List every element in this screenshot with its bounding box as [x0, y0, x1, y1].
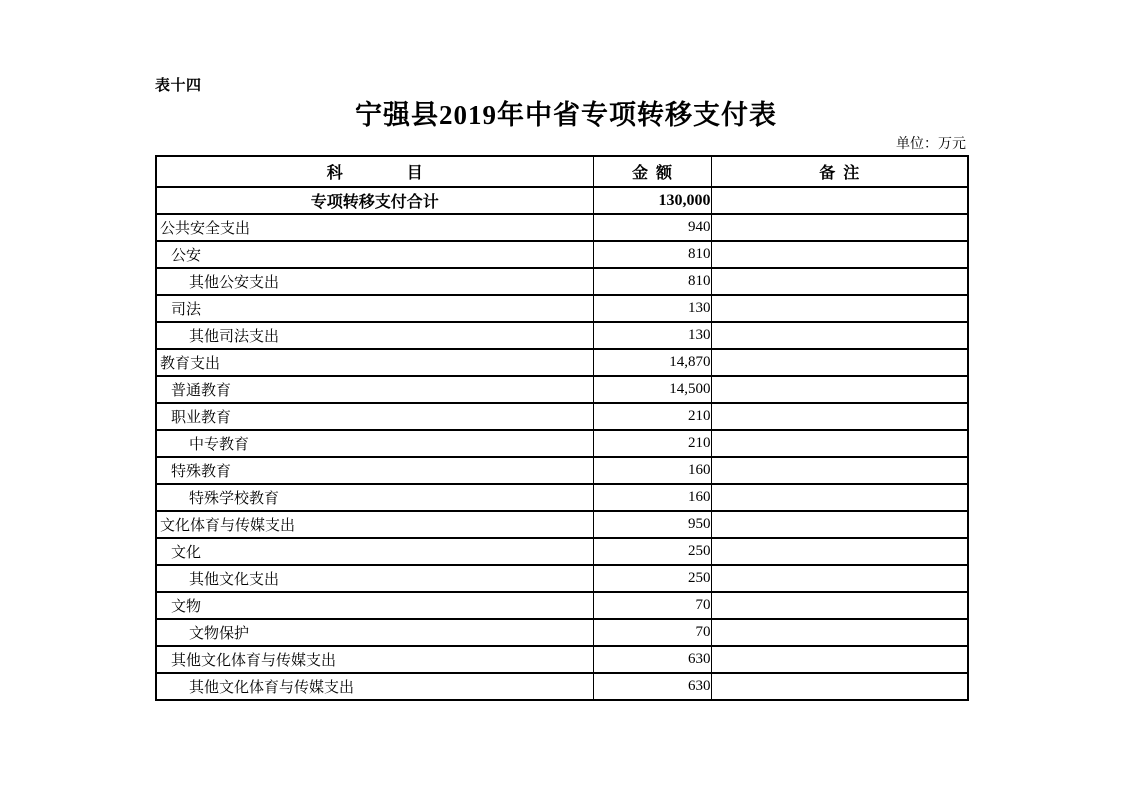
subject-cell: 公共安全支出 — [156, 214, 593, 241]
amount-cell: 250 — [593, 538, 711, 565]
amount-cell: 130,000 — [593, 187, 711, 214]
table-body — [156, 187, 968, 700]
amount-cell: 810 — [593, 241, 711, 268]
amount-cell: 130 — [593, 295, 711, 322]
subject-cell: 司法 — [156, 295, 593, 322]
amount-cell: 70 — [593, 592, 711, 619]
table-row — [156, 295, 968, 322]
unit-note: 单位：万元 — [896, 137, 966, 152]
subject-cell: 中专教育 — [156, 430, 593, 457]
table-row — [156, 511, 968, 538]
remark-cell — [711, 538, 968, 565]
table-row — [156, 619, 968, 646]
amount-cell: 210 — [593, 430, 711, 457]
table-row — [156, 349, 968, 376]
table-row — [156, 646, 968, 673]
table-row — [156, 457, 968, 484]
subject-cell: 职业教育 — [156, 403, 593, 430]
header-amount: 金 额 — [593, 156, 711, 187]
table-row — [156, 268, 968, 295]
subject-cell: 其他文化支出 — [156, 565, 593, 592]
amount-cell: 810 — [593, 268, 711, 295]
remark-cell — [711, 241, 968, 268]
header-subject: 科 目 — [156, 156, 593, 187]
table-row — [156, 403, 968, 430]
remark-cell — [711, 673, 968, 700]
header-row — [156, 156, 968, 187]
table-row — [156, 430, 968, 457]
subject-cell: 其他公安支出 — [156, 268, 593, 295]
amount-cell: 14,500 — [593, 376, 711, 403]
page-title: 宁强县2019年中省专项转移支付表 — [355, 100, 777, 130]
table-row — [156, 376, 968, 403]
remark-cell — [711, 295, 968, 322]
subject-cell: 文化体育与传媒支出 — [156, 511, 593, 538]
table-row — [156, 538, 968, 565]
remark-cell — [711, 619, 968, 646]
remark-cell — [711, 430, 968, 457]
header-remark: 备 注 — [711, 156, 968, 187]
subject-cell: 公安 — [156, 241, 593, 268]
subject-cell: 其他文化体育与传媒支出 — [156, 646, 593, 673]
remark-cell — [711, 376, 968, 403]
remark-cell — [711, 268, 968, 295]
subject-cell: 文物保护 — [156, 619, 593, 646]
subject-cell: 其他司法支出 — [156, 322, 593, 349]
table-row — [156, 322, 968, 349]
subject-cell: 文化 — [156, 538, 593, 565]
table-number-label: 表十四 — [155, 78, 202, 94]
subject-cell: 特殊学校教育 — [156, 484, 593, 511]
amount-cell: 210 — [593, 403, 711, 430]
remark-cell — [711, 187, 968, 214]
amount-cell: 250 — [593, 565, 711, 592]
subject-cell: 教育支出 — [156, 349, 593, 376]
remark-cell — [711, 349, 968, 376]
subject-cell: 文物 — [156, 592, 593, 619]
remark-cell — [711, 403, 968, 430]
table-row — [156, 214, 968, 241]
remark-cell — [711, 457, 968, 484]
table-row — [156, 565, 968, 592]
amount-cell: 14,870 — [593, 349, 711, 376]
subject-cell: 其他文化体育与传媒支出 — [156, 673, 593, 700]
subject-cell: 专项转移支付合计 — [156, 187, 593, 214]
table-row — [156, 241, 968, 268]
subject-cell: 普通教育 — [156, 376, 593, 403]
remark-cell — [711, 511, 968, 538]
subject-cell: 特殊教育 — [156, 457, 593, 484]
amount-cell: 630 — [593, 673, 711, 700]
amount-cell: 940 — [593, 214, 711, 241]
total-row — [156, 187, 968, 214]
amount-cell: 130 — [593, 322, 711, 349]
remark-cell — [711, 646, 968, 673]
transfer-payment-table — [155, 155, 969, 701]
table-row — [156, 592, 968, 619]
remark-cell — [711, 565, 968, 592]
remark-cell — [711, 322, 968, 349]
amount-cell: 160 — [593, 457, 711, 484]
remark-cell — [711, 214, 968, 241]
amount-cell: 630 — [593, 646, 711, 673]
table-row — [156, 673, 968, 700]
amount-cell: 950 — [593, 511, 711, 538]
table-row — [156, 484, 968, 511]
remark-cell — [711, 484, 968, 511]
amount-cell: 160 — [593, 484, 711, 511]
amount-cell: 70 — [593, 619, 711, 646]
remark-cell — [711, 592, 968, 619]
